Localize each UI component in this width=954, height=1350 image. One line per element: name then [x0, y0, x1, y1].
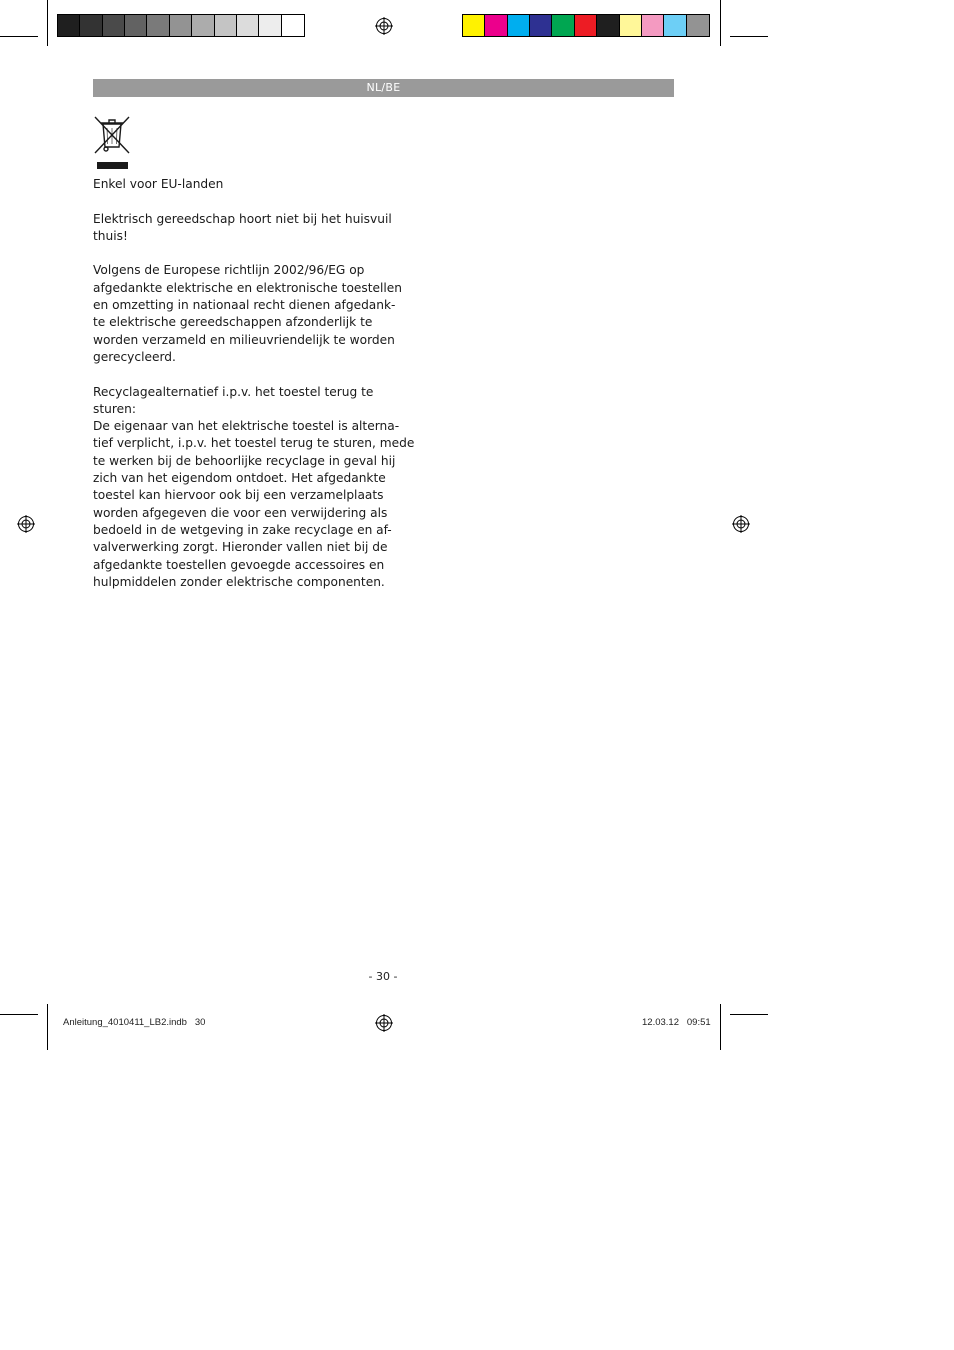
color-swatch — [463, 15, 485, 36]
page-number: - 30 - — [368, 970, 398, 983]
text-line: worden verzameld en milieuvriendelijk te worden — [93, 332, 395, 347]
gray-color-bar — [57, 14, 305, 37]
paragraph — [93, 211, 392, 246]
color-swatch — [192, 15, 214, 36]
text-line: te elektrische gereedschappen afzonderlijk te — [93, 315, 373, 330]
crossed-out-wheelie-bin-icon — [93, 114, 131, 172]
color-swatch — [170, 15, 192, 36]
crop-mark — [47, 1004, 48, 1050]
crop-mark — [47, 0, 48, 46]
text-line: afgedankte toestellen gevoegde accessoires en — [93, 557, 385, 572]
text-line: zich van het eigendom ontdoet. Het afgedankte — [93, 471, 386, 486]
paragraph — [93, 384, 415, 592]
text-line: hulpmiddelen zonder elektrische componenten. — [93, 574, 385, 589]
process-color-bar — [462, 14, 710, 37]
text-line: en omzetting in nationaal recht dienen afgedank- — [93, 298, 396, 313]
text-line: bedoeld in de wetgeving in zake recyclage en af- — [93, 522, 392, 537]
color-swatch — [58, 15, 80, 36]
language-tag: NL/BE — [93, 79, 674, 97]
text-line: Elektrisch gereedschap hoort niet bij het huisvuil — [93, 211, 392, 226]
text-line: valverwerking zorgt. Hieronder vallen niet bij de — [93, 540, 388, 555]
color-swatch — [687, 15, 709, 36]
color-swatch — [147, 15, 169, 36]
color-swatch — [530, 15, 552, 36]
crop-mark — [730, 36, 768, 37]
color-swatch — [485, 15, 507, 36]
color-swatch — [125, 15, 147, 36]
text-line: gerecycleerd. — [93, 349, 176, 364]
color-swatch — [103, 15, 125, 36]
text-line: Recyclagealternatief i.p.v. het toestel terug te — [93, 384, 374, 399]
text-line: te werken bij de behoorlijke recyclage in geval hij — [93, 453, 396, 468]
text-line: Volgens de Europese richtlijn 2002/96/EG op — [93, 263, 365, 278]
paragraph — [93, 262, 403, 366]
color-swatch — [664, 15, 686, 36]
color-swatch — [552, 15, 574, 36]
crop-mark — [0, 36, 38, 37]
paragraph — [93, 176, 378, 193]
color-swatch — [575, 15, 597, 36]
text-line: Enkel voor EU-landen — [93, 177, 224, 191]
slug-timestamp: 12.03.12 09:51 — [642, 1017, 711, 1028]
color-swatch — [282, 15, 304, 36]
disposal-text — [93, 176, 415, 608]
text-line: De eigenaar van het elektrische toestel is alterna- — [93, 419, 400, 434]
text-line: toestel kan hiervoor ook bij een verzamelplaats — [93, 488, 384, 503]
color-swatch — [215, 15, 237, 36]
color-swatch — [620, 15, 642, 36]
registration-mark-icon — [732, 515, 750, 533]
color-swatch — [508, 15, 530, 36]
text-line: thuis! — [93, 228, 128, 243]
registration-mark-icon — [375, 1014, 393, 1032]
registration-mark-icon — [375, 17, 393, 35]
color-swatch — [80, 15, 102, 36]
crop-mark — [0, 1014, 38, 1015]
text-line: worden afgegeven die voor een verwijdering als — [93, 505, 388, 520]
crop-mark — [720, 1004, 721, 1050]
color-swatch — [237, 15, 259, 36]
text-line: sturen: — [93, 401, 136, 416]
registration-mark-icon — [17, 515, 35, 533]
text-line: tief verplicht, i.p.v. het toestel terug te sturen, mede — [93, 436, 415, 451]
crop-mark — [730, 1014, 768, 1015]
color-swatch — [259, 15, 281, 36]
slug-file-info: Anleitung_4010411_LB2.indb 30 — [63, 1017, 206, 1028]
crop-mark — [720, 0, 721, 46]
color-swatch — [597, 15, 619, 36]
text-line: afgedankte elektrische en elektronische toestellen — [93, 280, 403, 295]
color-swatch — [642, 15, 664, 36]
